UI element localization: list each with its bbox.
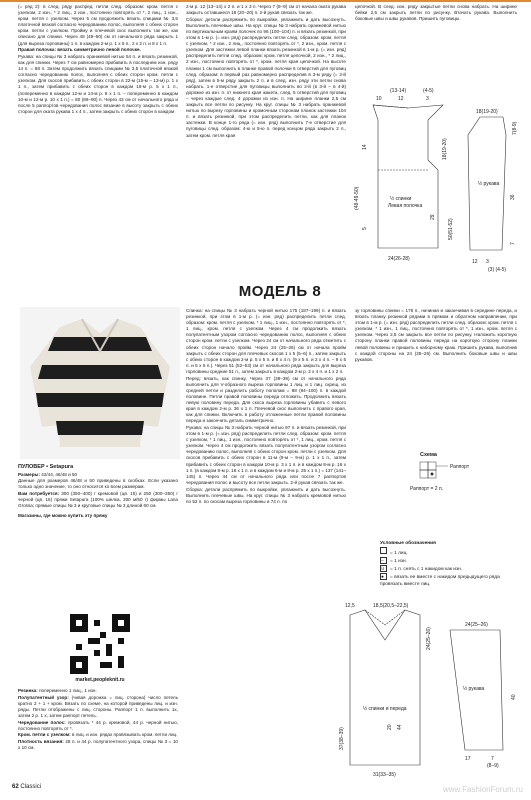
gauge-value: 28 п. и 44 р. полупатентного узора, спицы № 3 = 10 х 10 см.	[18, 739, 178, 751]
edge-label: Кром. петли с узелком:	[18, 732, 71, 738]
scheme-chart	[400, 458, 510, 498]
dim-label: (48-49-50)	[354, 186, 360, 210]
page-number: 62	[12, 784, 19, 790]
dim-label: 37(38–39)	[339, 727, 345, 750]
dim-label: 7(8-9)	[512, 121, 518, 135]
dim-label: 7	[491, 756, 494, 762]
dim-label: 50(51-52)	[448, 218, 454, 240]
paragraph: Рукава: на спицы № 3 набрать оранжевой нитью 54 п. и вязать резинкой, как для спинки. Через 7 см равномерно прибавить в последнем изн. ряду 14 п. = 68 п. Затем продолжить вязать спицами № 3,5 платочной вязкой согласно чередованию полос, выполняя с обеих сторон кром. петли с узелком. Для скосов прибавить с обеих сторон в 22-м (15-м – 13-м) р. 1 х 1 п., затем прибавить с обеих сторон в каждом 18-м р. 5 х 1 п., (попеременно в каждом 12-м и 14-м р. 8 х 1 п. – попеременно в каждом 10-м и 12-м р. 10 х 1 п.) = 80 (86–90) п. Через 43 см от начального ряда и после 5 раппортов чередования полос вязание в высоту закрыть с обеих сторон для оката рукава 1 х 4 п., затем закрыть с обеих сторон в каждом	[18, 53, 178, 114]
footer	[12, 784, 41, 790]
dim-label: 31(33–35)	[373, 772, 396, 778]
dim-label: 7	[510, 242, 516, 245]
paragraph: Рукава: на спицы № 3 набрать черной нитью 97 п. и вязать резинкой, при этом в 1-м р. (= изн. ряд) распределить петли след. образом: кром. петля с узелком, * 1 лиц., 1 изн., постоянно повторять от *, 1 лиц., кром. петля с узелком. Через 4 см продолжить вязать полупатентным узором согласно чередованию полос, выполняя с обеих сторон кром. петли с узелком. Для скосов прибавить с обеих сторон в 11-м (9-м – 9-м) р. 1 х 1 п., затем прибавить с обеих сторон в каждом 10-м р. 3 х 1 п. и в каждом 8-м р. 16 х 1 п. (в каждом 8-м р. 18 х 1 п. и в каждом 6-м и 8-м р. 25 х 1 п.) = 137 (141–145) п. Через 44 см от начального ряда или после 7 раппортов чередования полос и высоту все петли закрыть. 2-й рукав связать так же.	[186, 424, 346, 485]
dim-label: 18(19-20)	[442, 138, 448, 160]
stripes-value: провязать * 44 р. кремовой, 44 р. черной нитью, постоянно повторять от *.	[18, 719, 178, 731]
paragraph: Сборка: детали распрямить по выкройке, увлажнить и дать высохнуть. Выполнить плечевые швы. На круг. спицы № 3 набрать кремовой нитью по 52 п. по скосам выреза горловины и 74 п. по	[186, 486, 346, 504]
rib-value: попеременно 1 лиц., 1 изн.	[39, 688, 97, 693]
qr-code[interactable]	[70, 614, 130, 674]
dim-label: 12	[398, 96, 404, 102]
shops-label: Магазины, где можно купить эту пряжу	[18, 513, 108, 519]
stripes-label: Чередование полос:	[18, 719, 66, 725]
sizes-label: Размеры:	[18, 471, 40, 477]
paragraph: 2-м р. 12 (13–14) х 2 п. и 1 х 3 п. Через 7 (8–9) см от начала оката рукава закрыть оставшиеся 18 (20–20) п. 2-й рукав связать так же.	[186, 4, 346, 16]
magazine-name: Classici	[20, 784, 42, 790]
edge-value: в лиц. и изн. рядах провязывать кром. петли лиц.	[72, 732, 178, 738]
dim-label: 12,5	[345, 603, 355, 609]
legend-item: – = 1 изн.	[381, 559, 407, 564]
paragraph: зу горловины спинки = 178 п., начиная и заканчивая в середине переда, и вязать планку резинкой рядами в прямом и обратном направлении, при этом в 1-м р. (= изн. ряд) распределить петли след. образом: кром. петля с узелком, * 1 изн., 1 лиц., постоянно повторять от *, 1 изн., кром. петля с узелком. Через 2,5 см закрыть все петли по рисунку. Наложить короткую сторону планки правой половины переда на короткую сторону планки левой половины и пришить к наборному краю. Пришить рукава, выполнив с каждой стороны на 24 (25–26) см. Выполнить боковые швы и швы рукавов.	[355, 308, 517, 362]
dim-label: 40	[511, 694, 517, 700]
dim-label: (8–9)	[487, 763, 499, 769]
rapport-label: Раппорт	[450, 464, 470, 470]
paragraph: (= ряд 2): в след. ряду распред. петли след. образом: кром. петля с узелком, 2 изн., * 2 лиц., 2 изн., постоянно повторять от *, 2 лиц., 1 изн., кром. петля с узелком. Через 5 см продолжить вязать спицами № 3,5 платочной вязкой согласно чередованию полос, выполняя с обеих сторон кром. петли с узелком. Пройму и плечевой скос выполнить так же, как описано для спинки. Через 48 (49–50) см от начального ряда закрыть 1 (для выреза горловины) 1 п. в каждом 2-м р. 1 х 5 п., 2 х 2 п. и 8 х 1 п.	[18, 4, 178, 46]
dim-label: (3) (4-5)	[488, 267, 507, 273]
dim-label: 3	[486, 259, 489, 265]
label-back: ½ спинки	[390, 196, 412, 202]
shop-url[interactable]: market.peopleknit.ru	[75, 677, 125, 683]
model-info-column	[18, 464, 178, 520]
dim-label: 18(19-20)	[476, 109, 498, 115]
label-body: ½ спинки и переда	[363, 706, 407, 712]
dim-label: 18,5(20,5–22,5)	[373, 603, 409, 609]
pattern-label: Полупатентный узор:	[18, 694, 69, 700]
instructions-column	[186, 308, 346, 505]
gauge-label: Плотность вязания:	[18, 739, 64, 745]
diagram-sleeve-top	[458, 105, 520, 280]
dim-label: 36	[510, 194, 516, 200]
diagram-body	[335, 600, 445, 780]
sizes	[18, 472, 178, 478]
top-left-column	[18, 4, 178, 115]
dim-label: (4-5)	[423, 88, 434, 94]
dim-label: 20	[387, 724, 393, 730]
paragraph: Сборка: детали распрямить по выкройке, увлажнить и дать высохнуть. Выполнить плечевые швы. На круг. спицы № 3 набрать оранжевой нитью по вертикальным краям полочек по 96 (100–104) п. и вязать резинкой, при этом в 1-м р. (= изн. ряд) распределить петли след. образом: кром. петля с узелком, * 2 изн., 2 лиц., постоянно повторять от *, 2 изн., кром. петля с узелком. Для застежки левой планки вязать резинкой в 1-м р. (= изн. ряд) распределить петли след. образом: кром. петля цепочкой, 2 изн., * 2 лиц., 2 изн., постоянно повторять от *, кром. петля края цепочкой. На высоте планки 1 см выполнить в планке правой полочки 6 отверстий для пуговиц след. образом: в первый раз равномерно распределив в 3-м ряду (= 2-й ряд), затем в 5-м ряду закрыть 2 п. и в след. изн. ряду эти петли снова набрать. 1-е отверстие для пуговицы выполнить во 2-й (в 3-й – в 4-й) дорожке из изн. п. от нижнего края жакета, след. 5 отверстий для пуговиц – через каждые след. 4 дорожки из изн. п. На ширине планки 2,5 см закрыть все петли по рисунку. На круг. спицы № 3 набрать оранжевой нитью по вырезу горловины и кромочным сторонам планок застежки 104 п. и вязать резинкой, при этом распределить петли, как для планок застежки. В конце 1-го ряда (= изн. ряд) выполнить 7-е отверстие для пуговицы след. образом: 4-ю и 5-ю п. перед концом ряда закрыть 2 п., затем кром. петля края	[186, 16, 346, 138]
diagram-back-front	[348, 80, 458, 270]
rapport-count: Раппорт = 2 п.	[410, 486, 444, 492]
dim-label: 29	[430, 214, 436, 220]
top-middle-column	[186, 4, 346, 139]
model-name: ПУЛОВЕР • Setapura	[18, 464, 74, 470]
scheme-title: Схема	[420, 452, 437, 458]
header-accent-bar	[0, 0, 531, 2]
legend-item: ● = вязать ее вместе с накидом предыдущего ряда провязать вместе лиц.	[380, 575, 500, 587]
dim-label: 5	[362, 227, 368, 230]
paragraph: Спинка: на спицы № 3 набрать черной нитью 175 (187–199) п. и вязать резинкой, при этом в 1-м р. (= изн. ряд) распределить петли след. образом: кром. петля с узелком, * 1 лиц., 1 изн., постоянно повторять от *, 1 лиц., кром. петля с узелком. Через 4 см продолжить вязать полупатентным узором согласно чередованию полос, выполняя с обеих сторон кром. петли с узелком. Через 24 см от начального ряда отметить с обеих сторон начало пройм. Через 24 (25–26) см от начала пройм закрыть с обеих сторон для плечевых скосов 1 х 5 (5–6) п., затем закрыть с обеих сторон в каждом 2-м р. 5 х 5 п. и 8 х 4 п. (9 х 5 п. и 2 х 4 п. – 9 х 5 п. и 5 х 5 п.). Через 51 (52–53) см от начального ряда закрыть для выреза горловины средние 51 п., затем закрыть в каждом 2-м р. 2 х 4 п. и 1 х 2 п.	[186, 308, 346, 374]
top-right-text	[355, 4, 517, 23]
sizes-value: 42/44, 46/48 и 50	[41, 471, 78, 477]
dim-label: 24(25–26)	[426, 627, 432, 650]
legend-text: = 1 лиц.	[390, 551, 408, 556]
rib-label: Резинка:	[18, 688, 38, 693]
dim-label: 24(25–26)	[465, 622, 488, 628]
dim-label: 12	[472, 259, 478, 265]
watermark: www.FashionForum.ru	[442, 785, 523, 794]
materials	[18, 491, 178, 509]
dim-label: 17	[465, 756, 471, 762]
legend-item	[380, 547, 520, 557]
paragraph: цепочкой. В след. изн. ряду закрытые петли снова набрать. На ширине бейки 2,5 см закрыть петли по рисунку. Втачать рукава. Выполнить боковые швы и швы рукавов. Пришить пуговицы.	[355, 4, 517, 22]
legend-text: = 1 изн.	[390, 559, 407, 564]
diagram-sleeve-bottom	[445, 620, 525, 770]
dim-label: 3	[426, 96, 429, 102]
dim-label: 44	[397, 724, 403, 730]
label-sleeve: ½ рукава	[463, 686, 485, 692]
materials-label: Вам потребуется:	[18, 491, 60, 497]
legend-text: = вязать ее вместе с накидом предыдущего ряда провязать вместе лиц.	[380, 575, 500, 587]
model-title: МОДЕЛЬ 8	[238, 283, 322, 300]
legend-item: ∪ = 1 п. снять с 1 накидом как изн.	[381, 567, 463, 572]
dim-label: 14	[362, 144, 368, 150]
dim-label: 10	[376, 96, 382, 102]
dim-label: (13-14)	[390, 88, 407, 94]
sweater-photo	[20, 307, 180, 459]
pattern-value: (чивая дорожка = лиц. сторона) число петель кратно 2 + 1 + кром. Вязать по схеме, на которой приведены лиц. и изн. ряды. Петли отображены с лиц. стороны. Раппорт 1 п. выполнить 1х, затем 2 р. 1 х, затем раппорт петель.	[18, 694, 178, 718]
legend-title: Условные обозначения	[380, 541, 436, 546]
dim-label: 24(26-28)	[388, 256, 410, 262]
paragraph: Правая полочка: вязать симметрично левой полочке.	[18, 47, 141, 53]
label-sleeve: ½ рукава	[478, 181, 500, 187]
legend-text: = 1 п. снять с 1 накидом как изн.	[390, 567, 463, 572]
right-column	[355, 308, 517, 363]
materials-value: 300 (350–400) г кремовой (цв. 15) и 250 (300–350) г черной (цв. 16) пряжи Setapura (100% шелка, 200 м/50 г) фирмы Lana Grossa; прямые спицы № 3 и круговые спицы № 3 длиной 60 см.	[18, 491, 178, 509]
technique-column	[18, 688, 178, 752]
paragraph: Перед: вязать, как спинку. Через 37 (38–39) см от начального ряда выполнить для V-образного выреза горловины 1 лиц. и 1 лиц. скрещ. из средней петли и разделить работу пополам = 88 (94–100) п. в каждой половине. Петли правой половины переда отложить. Продолжить вязать левую половину переда. Для скоса выреза горловины убавить с левого края в каждом 2-м р. 36 х 1 п. Плечевой скос выполнить с правого края, как для спинки. Включить в работу отложенные петли правой половины переда и закончить деталь симметрично.	[186, 375, 346, 424]
label-front: Левая полочка	[388, 203, 423, 209]
sizes-note: Данные для размеров 46/48 и 50 приведены в скобках. Если указано только одно значение, то оно относится ко всем размерам.	[18, 478, 178, 490]
legend	[380, 540, 520, 588]
